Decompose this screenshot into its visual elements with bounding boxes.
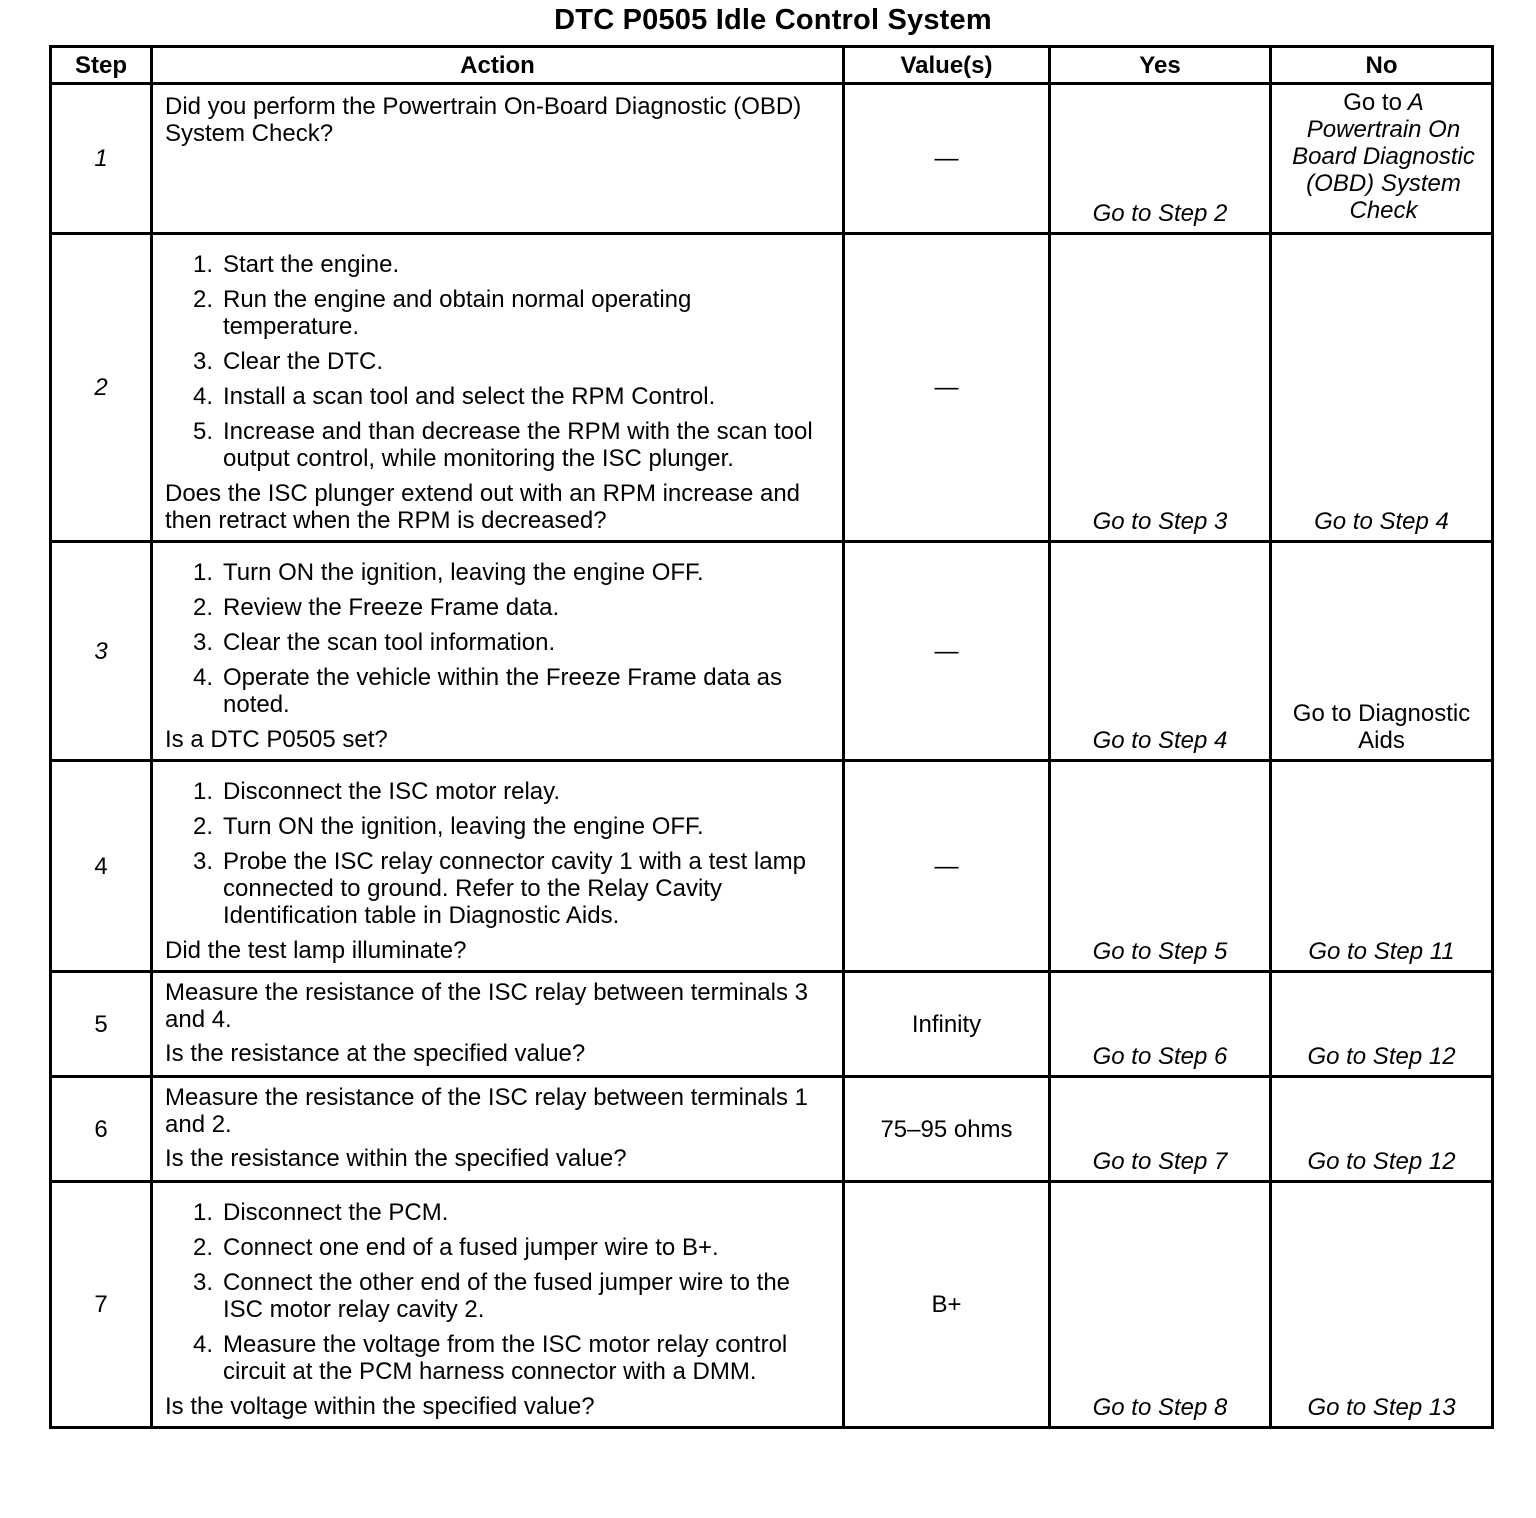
- list-item: 2. Turn ON the ignition, leaving the engine OFF.: [192, 813, 704, 840]
- action-question: Did the test lamp illuminate?: [165, 937, 467, 964]
- document-title: DTC P0505 Idle Control System: [554, 4, 992, 36]
- list-item: 4. Measure the voltage from the ISC motor relay control circuit at the PCM harness connector with a DMM.: [192, 1331, 788, 1385]
- step-number: 7: [51, 1182, 152, 1428]
- step-number: 4: [51, 761, 152, 972]
- header-values: Value(s): [844, 47, 1050, 84]
- step-number: 1: [51, 84, 152, 234]
- action-cell: [152, 1077, 844, 1182]
- no-cell: Go to Step 4: [1271, 234, 1493, 542]
- list-item: 4. Operate the vehicle within the Freeze Frame data as noted.: [192, 664, 782, 718]
- header-no: No: [1271, 47, 1493, 84]
- action-step-list: [165, 251, 834, 472]
- list-item: 3. Clear the DTC.: [192, 348, 384, 375]
- action-cell: [152, 234, 844, 542]
- list-item: 3. Probe the ISC relay connector cavity 1 with a test lamp connected to ground. Refer to the Relay Cavity Identification table in Diagnostic Aids.: [192, 848, 806, 929]
- action-cell: [152, 972, 844, 1077]
- step-number: 3: [51, 542, 152, 761]
- action-lead: Measure the resistance of the ISC relay between terminals 1 and 2.: [165, 1084, 808, 1138]
- table-header-row: [51, 47, 1493, 84]
- yes-cell: Go to Step 2: [1050, 84, 1271, 234]
- action-question: Is the resistance at the specified value?: [165, 1040, 586, 1067]
- action-step-list: [165, 1199, 834, 1385]
- action-question: Is a DTC P0505 set?: [165, 726, 388, 753]
- value-cell: Infinity: [844, 972, 1050, 1077]
- header-yes: Yes: [1050, 47, 1271, 84]
- value-cell: —: [844, 542, 1050, 761]
- yes-cell: Go to Step 6: [1050, 972, 1271, 1077]
- list-item: 2. Review the Freeze Frame data.: [192, 594, 560, 621]
- table-row: [51, 972, 1493, 1077]
- table-row: [51, 234, 1493, 542]
- list-item: 2. Run the engine and obtain normal operating temperature.: [192, 286, 692, 340]
- action-step-list: [165, 559, 834, 718]
- diagnostic-table: [49, 45, 1494, 1429]
- action-cell: [152, 761, 844, 972]
- no-cell: Go to Step 12: [1271, 972, 1493, 1077]
- value-cell: B+: [844, 1182, 1050, 1428]
- value-cell: —: [844, 761, 1050, 972]
- no-cell: Go to Step 12: [1271, 1077, 1493, 1182]
- list-item: 1. Disconnect the PCM.: [192, 1199, 449, 1226]
- table-row: [51, 1182, 1493, 1428]
- action-cell: [152, 84, 844, 234]
- action-cell: [152, 1182, 844, 1428]
- header-step: Step: [51, 47, 152, 84]
- value-cell: 75–95 ohms: [844, 1077, 1050, 1182]
- step-number: 5: [51, 972, 152, 1077]
- action-cell: [152, 542, 844, 761]
- header-action: Action: [152, 47, 844, 84]
- list-item: 2. Connect one end of a fused jumper wire to B+.: [192, 1234, 719, 1261]
- list-item: 5. Increase and than decrease the RPM with the scan tool output control, while monitoring the ISC plunger.: [192, 418, 813, 472]
- yes-cell: Go to Step 7: [1050, 1077, 1271, 1182]
- no-reference: A Powertrain On Board Diagnostic (OBD) System Check: [1292, 89, 1475, 224]
- value-cell: —: [844, 84, 1050, 234]
- table-row: [51, 1077, 1493, 1182]
- no-cell: Go to Step 13: [1271, 1182, 1493, 1428]
- table-row: [51, 761, 1493, 972]
- yes-cell: Go to Step 8: [1050, 1182, 1271, 1428]
- list-item: 1. Disconnect the ISC motor relay.: [192, 778, 561, 805]
- action-step-list: [165, 778, 834, 929]
- table-row: [51, 84, 1493, 234]
- list-item: 1. Turn ON the ignition, leaving the engine OFF.: [192, 559, 704, 586]
- yes-cell: Go to Step 3: [1050, 234, 1271, 542]
- yes-cell: Go to Step 5: [1050, 761, 1271, 972]
- no-prefix: Go to: [1343, 89, 1402, 116]
- list-item: 3. Connect the other end of the fused jumper wire to the ISC motor relay cavity 2.: [192, 1269, 791, 1323]
- list-item: 3. Clear the scan tool information.: [192, 629, 556, 656]
- no-cell: Go to Diagnostic Aids: [1271, 542, 1493, 761]
- no-cell: [1271, 84, 1493, 234]
- action-question: Did you perform the Powertrain On-Board Diagnostic (OBD) System Check?: [165, 93, 802, 147]
- yes-cell: Go to Step 4: [1050, 542, 1271, 761]
- action-question: Is the resistance within the specified value?: [165, 1145, 627, 1172]
- table-row: [51, 542, 1493, 761]
- list-item: 4. Install a scan tool and select the RPM Control.: [192, 383, 716, 410]
- step-number: 2: [51, 234, 152, 542]
- value-cell: —: [844, 234, 1050, 542]
- step-number: 6: [51, 1077, 152, 1182]
- action-question: Does the ISC plunger extend out with an RPM increase and then retract when the RPM is decreased?: [165, 480, 801, 534]
- list-item: 1. Start the engine.: [192, 251, 400, 278]
- action-question: Is the voltage within the specified value?: [165, 1393, 595, 1420]
- no-cell: Go to Step 11: [1271, 761, 1493, 972]
- action-lead: Measure the resistance of the ISC relay between terminals 3 and 4.: [165, 979, 808, 1033]
